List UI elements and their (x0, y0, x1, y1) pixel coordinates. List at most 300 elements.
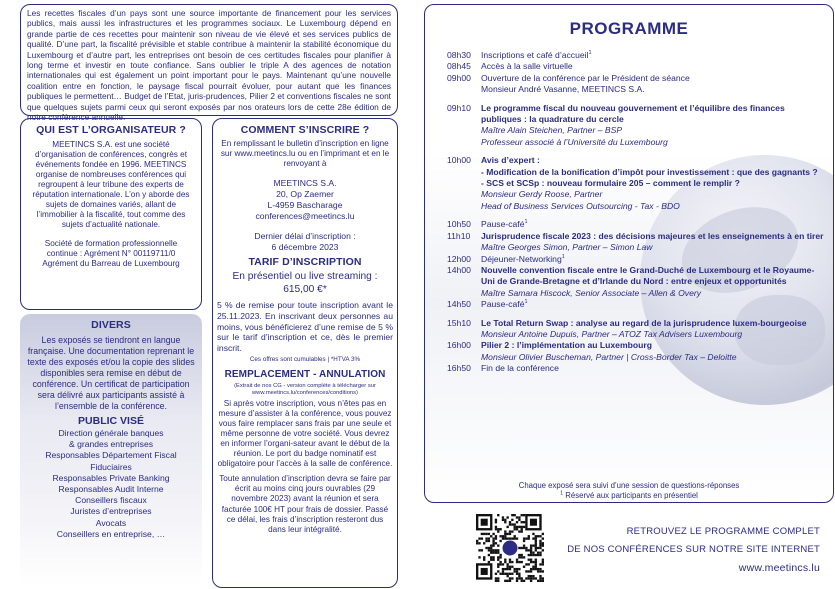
programme-time: 16h00 (447, 340, 471, 351)
qr-module (495, 573, 497, 575)
spacer (447, 212, 827, 219)
qr-module (490, 559, 492, 561)
qr-module (542, 563, 544, 565)
qr-module (530, 544, 532, 546)
qr-module (478, 542, 480, 544)
list-item: Direction générale banques (58, 428, 164, 438)
qr-module (539, 542, 541, 544)
qr-module (521, 521, 523, 523)
qr-module (521, 556, 523, 558)
organiser-section (20, 118, 202, 310)
programme-item (447, 50, 827, 61)
qr-module (495, 521, 497, 523)
programme-time: 14h50 (447, 299, 471, 310)
qr-module (495, 542, 497, 544)
footnote-marker: 1 (524, 219, 528, 226)
qr-module (497, 530, 499, 532)
qr-module (537, 547, 539, 549)
qr-module (504, 530, 506, 532)
replacement-extract: (Extrait de nos CG - version complète à télécharger sur www.meetincs.lu/conferences/conditions) (234, 382, 376, 396)
qr-module (492, 542, 494, 544)
qr-module (535, 559, 537, 561)
qr-module (518, 573, 520, 575)
qr-module (528, 535, 530, 537)
qr-module (516, 516, 518, 518)
qr-module (516, 570, 518, 572)
qr-module (542, 570, 544, 572)
qr-module (492, 533, 494, 535)
programme-item (447, 318, 827, 341)
session-text: Pause-café$^1$ (481, 299, 528, 310)
programme-item (447, 340, 827, 363)
qr-module (509, 530, 511, 532)
qr-module (511, 573, 513, 575)
qr-module (504, 519, 506, 521)
qr-module (514, 570, 516, 572)
qr-module (542, 537, 544, 539)
qr-module (535, 577, 537, 579)
qr-module (497, 549, 499, 551)
programme-title: PROGRAMME (569, 19, 689, 38)
qr-module (492, 544, 494, 546)
footnote-marker: 1 (561, 253, 565, 260)
programme-time: 09h10 (447, 102, 471, 113)
qr-module (488, 549, 490, 551)
public-vise-list (20, 428, 202, 540)
session-title: Jurisprudence fiscale 2023 : des décisions majeures et les enseignements à en tirer (481, 230, 824, 241)
programme-content (481, 155, 827, 212)
qr-module (516, 561, 518, 563)
qr-module (488, 547, 490, 549)
qr-module (539, 535, 541, 537)
qr-module (502, 573, 504, 575)
qr-module (504, 521, 506, 523)
session-title: Le Total Return Swap : analyse au regard de la jurisprudence luxem-bourgeoise (481, 317, 807, 328)
qr-module (506, 575, 508, 577)
cancellation-text: Toute annulation d’inscription devra se faire par écrit au moins cinq jours ouvrables (29 novembre 2023) avant la réunion et sera facturée 100€ HT pour frais de dossier. Passé ce délai, les frais d’inscription resteront dus dans leur intégralité. (219, 474, 391, 534)
qr-module (509, 561, 511, 563)
list-item: Conseillers en entreprise, … (56, 528, 166, 539)
qr-module (535, 561, 537, 563)
qr-module (535, 563, 537, 565)
qr-module (514, 526, 516, 528)
qr-module (511, 561, 513, 563)
divers-title: DIVERS (91, 319, 131, 331)
qr-module (523, 514, 525, 516)
tarif-discount: 5 % de remise pour toute inscription avant le 25.11.2023. En inscrivant deux personnes au moins, vous bénéficierez d’une remise de 5 % sur le tarif d’inscription et ce, dès le premier inscrit. (217, 300, 393, 354)
qr-module (492, 537, 494, 539)
qr-module (506, 516, 508, 518)
qr-module (509, 580, 511, 582)
qr-logo (502, 540, 517, 555)
spacer (447, 311, 827, 318)
qr-module (497, 556, 499, 558)
qr-finder (530, 519, 537, 526)
qr-module (504, 580, 506, 582)
qr-module (509, 533, 511, 535)
qr-finder (481, 568, 488, 575)
qr-module (539, 580, 541, 582)
tarif-title: TARIF D’INSCRIPTION (248, 256, 362, 268)
qr-module (488, 533, 490, 535)
qr-module (495, 535, 497, 537)
qr-module (542, 542, 544, 544)
programme-footnotes (425, 481, 833, 500)
qr-module (499, 554, 501, 556)
qr-module (539, 552, 541, 554)
qr-module (509, 568, 511, 570)
qr-module (539, 544, 541, 546)
qr-module (497, 566, 499, 568)
qr-module (530, 554, 532, 556)
tarif-mode: En présentiel ou live streaming : (232, 271, 378, 282)
qr-module (485, 533, 487, 535)
qr-module (530, 561, 532, 563)
qr-module (542, 544, 544, 546)
qr-module (497, 577, 499, 579)
qr-module (506, 568, 508, 570)
qr-module (518, 577, 520, 579)
qr-module (499, 573, 501, 575)
footnote-marker: 1 (524, 299, 528, 306)
programme-schedule (447, 50, 827, 375)
qr-module (492, 552, 494, 554)
qr-module (490, 544, 492, 546)
qr-module (495, 552, 497, 554)
qr-module (528, 563, 530, 565)
session-title: - SCS et SCSp : nouveau formulaire 205 – comment le remplir ? (481, 178, 740, 189)
qr-module (516, 568, 518, 570)
programme-content (481, 254, 827, 265)
qr-module (509, 577, 511, 579)
qr-module (490, 535, 492, 537)
qr-module (539, 570, 541, 572)
qr-module (518, 556, 520, 558)
qr-module (488, 537, 490, 539)
qr-module (516, 577, 518, 579)
qr-module (495, 580, 497, 582)
qr-module (511, 577, 513, 579)
website-link[interactable]: www.meetincs.lu (738, 562, 820, 574)
qr-module (523, 540, 525, 542)
qr-module (516, 580, 518, 582)
qr-module (521, 561, 523, 563)
qr-module (530, 575, 532, 577)
qr-module (495, 519, 497, 521)
programme-item (447, 219, 827, 230)
qr-module (537, 535, 539, 537)
qr-module (525, 537, 527, 539)
qr-module (523, 521, 525, 523)
qr-module (532, 537, 534, 539)
list-item: & grandes entreprises (68, 439, 154, 450)
qr-module (490, 547, 492, 549)
qr-module (539, 577, 541, 579)
qr-module (497, 528, 499, 530)
registration-instructions: En remplissant le bulletin d’inscription en ligne sur www.meetincs.lu ou en l’imprimant et en le renvoyant à (220, 139, 390, 168)
qr-module (497, 514, 499, 516)
session-title: Le programme fiscal du nouveau gouvernement et l’équilibre des finances publiques : la quadrature du cercle (481, 102, 785, 125)
organiser-title: QUI EST L’ORGANISATEUR ? (36, 124, 186, 136)
qr-module (535, 537, 537, 539)
divers-section (20, 314, 202, 586)
qr-module (506, 537, 508, 539)
list-item: Responsables Private Banking (52, 472, 170, 483)
qr-module (481, 537, 483, 539)
qr-module (530, 570, 532, 572)
qr-module (483, 559, 485, 561)
qr-module (502, 568, 504, 570)
qr-finder (481, 519, 488, 526)
qr-module (514, 568, 516, 570)
qr-module (537, 580, 539, 582)
speaker-name: Maître Samara Hiscock, Senior Associate – Allen & Overy (481, 287, 702, 298)
qr-module (528, 537, 530, 539)
footnote-marker: 1 (560, 490, 564, 496)
qr-module (509, 573, 511, 575)
qr-module (516, 521, 518, 523)
qr-module (525, 570, 527, 572)
qr-module (502, 516, 504, 518)
organiser-body: MEETINCS S.A. est une société d’organisation de conférences, congrès et événements fondée en 1996. MEETINCS organise de nombreuses conférences qui regroupent à leur tribune des experts de réputation internationale. L’on y aborde des sujets de domaines variés, allant de l’immobilier à la fiscalité, tout comme des sujets d’actualité nationale. (32, 140, 190, 229)
list-item: Fiduciaires (90, 461, 132, 472)
qr-module (537, 554, 539, 556)
qr-module (504, 533, 506, 535)
qr-module (521, 526, 523, 528)
qr-module (506, 526, 508, 528)
programme-time: 14h00 (447, 264, 471, 275)
qr-module (528, 575, 530, 577)
promo-line-2: DE NOS CONFÉRENCES SUR NOTRE SITE INTERNET (567, 544, 820, 555)
qr-module (478, 537, 480, 539)
qr-module (539, 568, 541, 570)
qr-code-icon[interactable] (476, 514, 544, 582)
left-column (20, 118, 202, 588)
qr-module (523, 556, 525, 558)
qr-module (539, 554, 541, 556)
qr-module (497, 544, 499, 546)
qr-module (478, 549, 480, 551)
qr-module (509, 566, 511, 568)
qr-module (521, 554, 523, 556)
footnote-text: Réservé aux participants en présentiel (563, 490, 698, 500)
qr-module (539, 563, 541, 565)
qr-module (490, 556, 492, 558)
qr-module (518, 568, 520, 570)
qr-module (497, 570, 499, 572)
qr-module (537, 568, 539, 570)
qr-module (530, 580, 532, 582)
session-title: Avis d’expert : (481, 155, 540, 166)
qr-module (485, 540, 487, 542)
qr-module (525, 549, 527, 551)
qr-module (499, 561, 501, 563)
qr-module (518, 547, 520, 549)
website-promo (560, 523, 820, 577)
qr-module (504, 535, 506, 537)
qr-module (537, 552, 539, 554)
programme-item (447, 254, 827, 265)
list-item: Responsables Département Fiscal (45, 450, 177, 461)
tarif-price: 615,00 €* (283, 284, 327, 295)
qr-module (514, 535, 516, 537)
qr-module (511, 523, 513, 525)
qr-module (478, 556, 480, 558)
qr-module (476, 540, 478, 542)
qr-module (521, 547, 523, 549)
list-item: Responsables Audit Interne (58, 484, 164, 495)
session-title: - Modification de la bonification d’impôt pour investissement : que des gagnants ? (481, 166, 818, 177)
programme-item (447, 231, 827, 254)
qr-module (542, 580, 544, 582)
qr-module (488, 561, 490, 563)
speaker-name: Monsieur Antoine Dupuis, Partner – ATOZ Tax Advisers Luxembourg (481, 328, 743, 339)
qr-module (532, 544, 534, 546)
qr-module (504, 568, 506, 570)
qr-module (535, 540, 537, 542)
organiser-accreditation: Société de formation professionnelle continue : Agrément N° 00119711/0 Agrément du Barreau de Luxembourg (42, 239, 180, 268)
qr-module (532, 568, 534, 570)
qr-module (518, 526, 520, 528)
programme-item (447, 299, 827, 310)
qr-module (506, 563, 508, 565)
qr-module (535, 544, 537, 546)
qr-module (509, 559, 511, 561)
list-item: Conseillers fiscaux (75, 495, 147, 506)
programme-content (481, 50, 827, 61)
qr-module (518, 561, 520, 563)
qr-module (490, 549, 492, 551)
qr-module (532, 552, 534, 554)
qr-module (490, 552, 492, 554)
qr-module (530, 568, 532, 570)
qr-module (511, 566, 513, 568)
qr-module (521, 580, 523, 582)
speaker-name: Monsieur Gerdy Roose, Partner (481, 189, 603, 200)
programme-item (447, 103, 827, 149)
deadline-label: Dernier délai d’inscription : (254, 231, 356, 241)
qr-module (535, 549, 537, 551)
divers-body: Les exposés se tiendront en langue française. Une documentation reprenant le texte des exposés et/ou la copie des slides disponibles sera remise en début de conférence. Un certificat de participation sera délivré aux participants assisté à l’ensemble de la conférence. (27, 335, 195, 411)
registration-section (212, 118, 398, 588)
footnote-qa: Chaque exposé sera suivi d’une session de questions-réponses (518, 481, 740, 490)
qr-module (514, 514, 516, 516)
address-street: 20, Op Zaemer (276, 189, 334, 199)
programme-time: 09h00 (447, 72, 471, 83)
qr-module (502, 563, 504, 565)
qr-module (530, 552, 532, 554)
qr-module (530, 549, 532, 551)
qr-module (492, 559, 494, 561)
qr-module (497, 580, 499, 582)
qr-module (516, 537, 518, 539)
qr-module (521, 530, 523, 532)
qr-module (499, 540, 501, 542)
qr-module (511, 530, 513, 532)
qr-module (518, 575, 520, 577)
qr-module (504, 537, 506, 539)
qr-code-graphic (476, 514, 544, 582)
qr-module (528, 577, 530, 579)
session-title: Nouvelle convention fiscale entre le Grand-Duché de Luxembourg et le Royaume-Uni de Grande-Bretagne et d’Irlande du Nord : entre enjeux et opportunités (481, 264, 815, 287)
session-text: Accès à la salle virtuelle (481, 61, 573, 72)
qr-module (502, 535, 504, 537)
address-email[interactable]: conferences@meetincs.lu (255, 211, 355, 221)
qr-module (530, 577, 532, 579)
qr-module (539, 547, 541, 549)
qr-module (539, 575, 541, 577)
qr-module (511, 514, 513, 516)
qr-module (497, 559, 499, 561)
qr-module (516, 526, 518, 528)
speaker-name: Maître Alain Steichen, Partner – BSP (481, 125, 623, 136)
programme-content (481, 363, 827, 374)
registration-deadline (213, 231, 397, 253)
programme-content (481, 219, 827, 230)
intro-box (20, 4, 398, 123)
programme-content (481, 231, 827, 254)
speaker-name: Head of Business Services Outsourcing - Tax - BDO (481, 200, 680, 211)
session-text: Inscriptions et café d’accueil$^1$ (481, 50, 592, 60)
qr-module (506, 533, 508, 535)
qr-module (516, 528, 518, 530)
footnote-presentiel (425, 491, 833, 501)
qr-module (530, 559, 532, 561)
address-city: L-4959 Bascharage (267, 200, 343, 210)
qr-module (516, 573, 518, 575)
spacer (447, 148, 827, 155)
programme-content (481, 318, 827, 341)
programme-time: 12h00 (447, 253, 471, 264)
qr-module (504, 561, 506, 563)
programme-time: 16h50 (447, 363, 471, 374)
programme-time: 08h30 (447, 50, 471, 60)
qr-module (511, 519, 513, 521)
qr-module (521, 577, 523, 579)
qr-module (516, 559, 518, 561)
qr-module (514, 537, 516, 539)
session-text: Ouverture de la conférence par le Président de séance (481, 72, 690, 83)
programme-item (447, 265, 827, 299)
qr-module (518, 554, 520, 556)
qr-module (499, 535, 501, 537)
qr-module (495, 549, 497, 551)
qr-module (495, 526, 497, 528)
programme-content (481, 265, 827, 299)
public-vise-title: PUBLIC VISÉ (78, 415, 144, 427)
qr-module (532, 561, 534, 563)
qr-module (525, 563, 527, 565)
middle-column (212, 118, 398, 588)
address-company: MEETINCS S.A. (273, 178, 337, 188)
qr-module (542, 577, 544, 579)
spacer (447, 96, 827, 103)
qr-module (492, 540, 494, 542)
session-text: Pause-café$^1$ (481, 219, 528, 230)
qr-module (499, 528, 501, 530)
speaker-name: Professeur associé à l’Université du Luxembourg (481, 136, 668, 147)
programme-content (481, 61, 827, 72)
qr-module (492, 556, 494, 558)
qr-module (530, 547, 532, 549)
qr-module (528, 570, 530, 572)
qr-module (535, 535, 537, 537)
qr-module (499, 556, 501, 558)
qr-module (488, 554, 490, 556)
qr-module (542, 561, 544, 563)
qr-module (511, 537, 513, 539)
qr-module (481, 549, 483, 551)
